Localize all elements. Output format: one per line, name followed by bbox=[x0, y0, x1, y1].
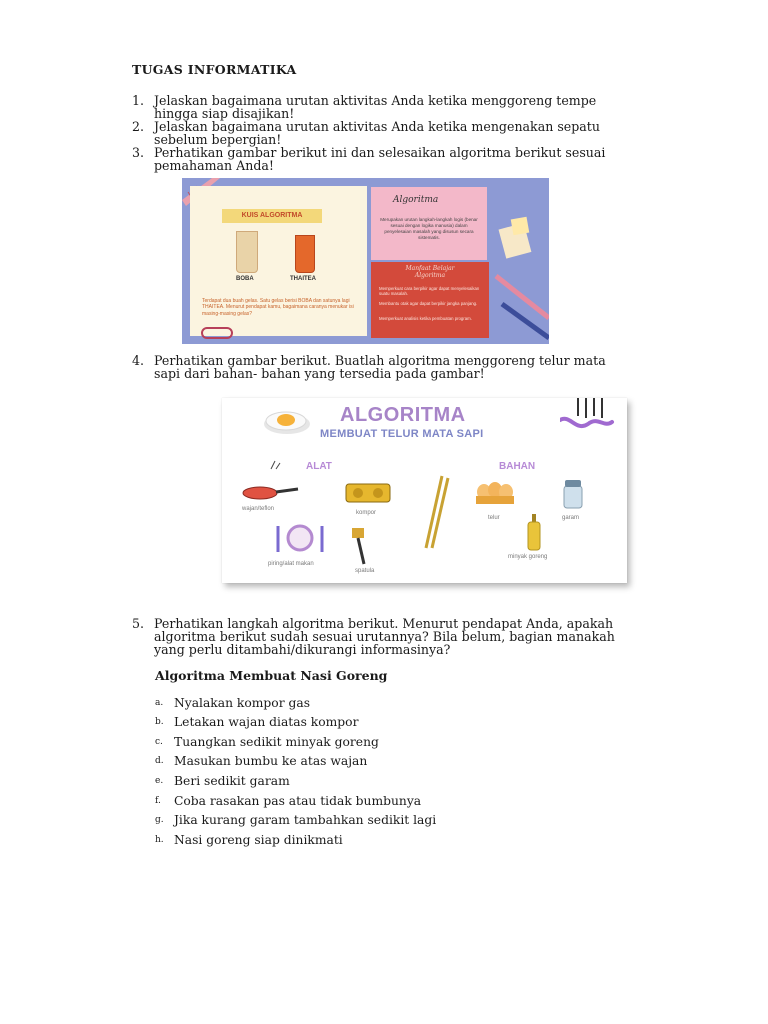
step-text: Masukan bumbu ke atas wajan bbox=[174, 754, 368, 768]
frying-pan-icon bbox=[242, 484, 300, 502]
benefits-heading: Manfaat Belajar Algoritma bbox=[405, 265, 455, 279]
bahan-label: BAHAN bbox=[499, 461, 536, 472]
step-text: Jika kurang garam tambahkan sedikit lagi bbox=[174, 813, 437, 827]
algorithm-definition: Merupakan urutan langkah-langkah logis (benar sesuai dengan logika manusia) dalam penyelesaian masalah yang disusun secara sistematis. bbox=[380, 217, 478, 240]
question-text: Jelaskan bagaimana urutan aktivitas Anda ketika mengenakan sepatu sebelum bepergian! bbox=[154, 119, 600, 147]
step-letter: g. bbox=[155, 815, 164, 825]
step-text: Coba rasakan pas atau tidak bumbunya bbox=[174, 794, 422, 808]
step-letter: f. bbox=[155, 796, 161, 806]
step-text: Nyalakan kompor gas bbox=[174, 696, 311, 710]
benefits-card bbox=[371, 262, 489, 338]
question-number: 5. bbox=[132, 616, 145, 631]
question-text: Jelaskan bagaimana urutan aktivitas Anda ketika menggoreng tempe hingga siap disajikan! bbox=[154, 93, 597, 121]
question-text: Perhatikan langkah algoritma berikut. Menurut pendapat Anda, apakah algoritma berikut sudah sesuai urutannya? Bila belum, bagian manakah yang perlu ditambahi/dikurangi informasinya? bbox=[154, 616, 615, 657]
algorithm-subtitle: Algoritma Membuat Nasi Goreng bbox=[155, 668, 388, 683]
fried-egg-algorithm-image bbox=[222, 398, 627, 583]
alat-label: ALAT bbox=[306, 461, 332, 472]
benefit-item: Memperkuat analisis ketika pembuatan program. bbox=[379, 316, 472, 321]
step-text: Tuangkan sedikit minyak goreng bbox=[174, 735, 379, 749]
bahan-item-label: garam bbox=[562, 515, 580, 521]
benefit-item: Memperkuat cara berpikir agar dapat menyelesaikan suatu masalah. bbox=[379, 286, 480, 297]
plate-cutlery-icon bbox=[272, 524, 328, 554]
spatula-icon bbox=[350, 526, 372, 566]
question-number: 2. bbox=[132, 119, 145, 134]
question-text: Perhatikan gambar berikut ini dan selesaikan algoritma berikut sesuai pemahaman Anda! bbox=[154, 145, 606, 173]
boba-cup-icon bbox=[236, 231, 258, 273]
alat-item-label: piring/alat makan bbox=[268, 561, 314, 567]
alat-item-label: wajan/teflon bbox=[242, 506, 275, 512]
alat-item-label: kompor bbox=[356, 510, 377, 516]
step-text: Letakan wajan diatas kompor bbox=[174, 715, 359, 729]
quiz-text: Terdapat dua buah gelas. Satu gelas berisi BOBA dan satunya lagi THAITEA. Menurut pendapat kamu, bagaimana caranya menukar isi masing-masing gelas? bbox=[202, 298, 354, 317]
step-letter: b. bbox=[155, 717, 164, 727]
step-letter: d. bbox=[155, 756, 164, 766]
bahan-item-label: minyak goreng bbox=[508, 554, 548, 560]
sparkle-icon bbox=[270, 460, 282, 470]
item-label-boba: BOBA bbox=[236, 276, 254, 282]
squiggle-decoration-icon bbox=[560, 398, 620, 436]
question-number: 3. bbox=[132, 145, 145, 160]
quiz-algorithm-image bbox=[182, 178, 549, 344]
eggs-icon bbox=[474, 482, 516, 506]
algorithm-definition-card bbox=[371, 187, 487, 260]
question-number: 4. bbox=[132, 353, 145, 368]
chopsticks-icon bbox=[420, 474, 450, 550]
quiz-title: KUIS ALGORITMA bbox=[222, 209, 322, 223]
thaitea-cup-icon bbox=[295, 235, 315, 273]
alat-item-label: spatula bbox=[355, 568, 375, 574]
clip-decoration-icon bbox=[200, 324, 240, 344]
algorithm-heading: Algoritma bbox=[393, 195, 439, 205]
step-text: Beri sedikit garam bbox=[174, 774, 290, 788]
step-letter: c. bbox=[155, 737, 163, 747]
figure-title: ALGORITMA bbox=[340, 404, 466, 426]
quiz-card bbox=[190, 186, 367, 336]
bahan-item-label: telur bbox=[488, 515, 500, 521]
document-title: TUGAS INFORMATIKA bbox=[132, 62, 297, 77]
step-text: Nasi goreng siap dinikmati bbox=[174, 833, 343, 847]
step-letter: a. bbox=[155, 698, 164, 708]
oil-bottle-icon bbox=[526, 512, 542, 552]
question-number: 1. bbox=[132, 93, 145, 108]
fried-egg-icon bbox=[262, 410, 312, 436]
item-label-thaitea: THAITEA bbox=[290, 276, 316, 282]
step-letter: h. bbox=[155, 835, 164, 845]
benefit-item: Membantu otak agar dapat berpikir jangka panjang. bbox=[379, 301, 478, 306]
stove-icon bbox=[344, 480, 392, 504]
question-text: Perhatikan gambar berikut. Buatlah algoritma menggoreng telur mata sapi dari bahan- bahan yang tersedia pada gambar! bbox=[154, 353, 606, 381]
figure-subtitle: MEMBUAT TELUR MATA SAPI bbox=[320, 428, 484, 440]
salt-jar-icon bbox=[562, 478, 584, 510]
step-letter: e. bbox=[155, 776, 164, 786]
pencils-notebook-icon bbox=[494, 216, 549, 341]
